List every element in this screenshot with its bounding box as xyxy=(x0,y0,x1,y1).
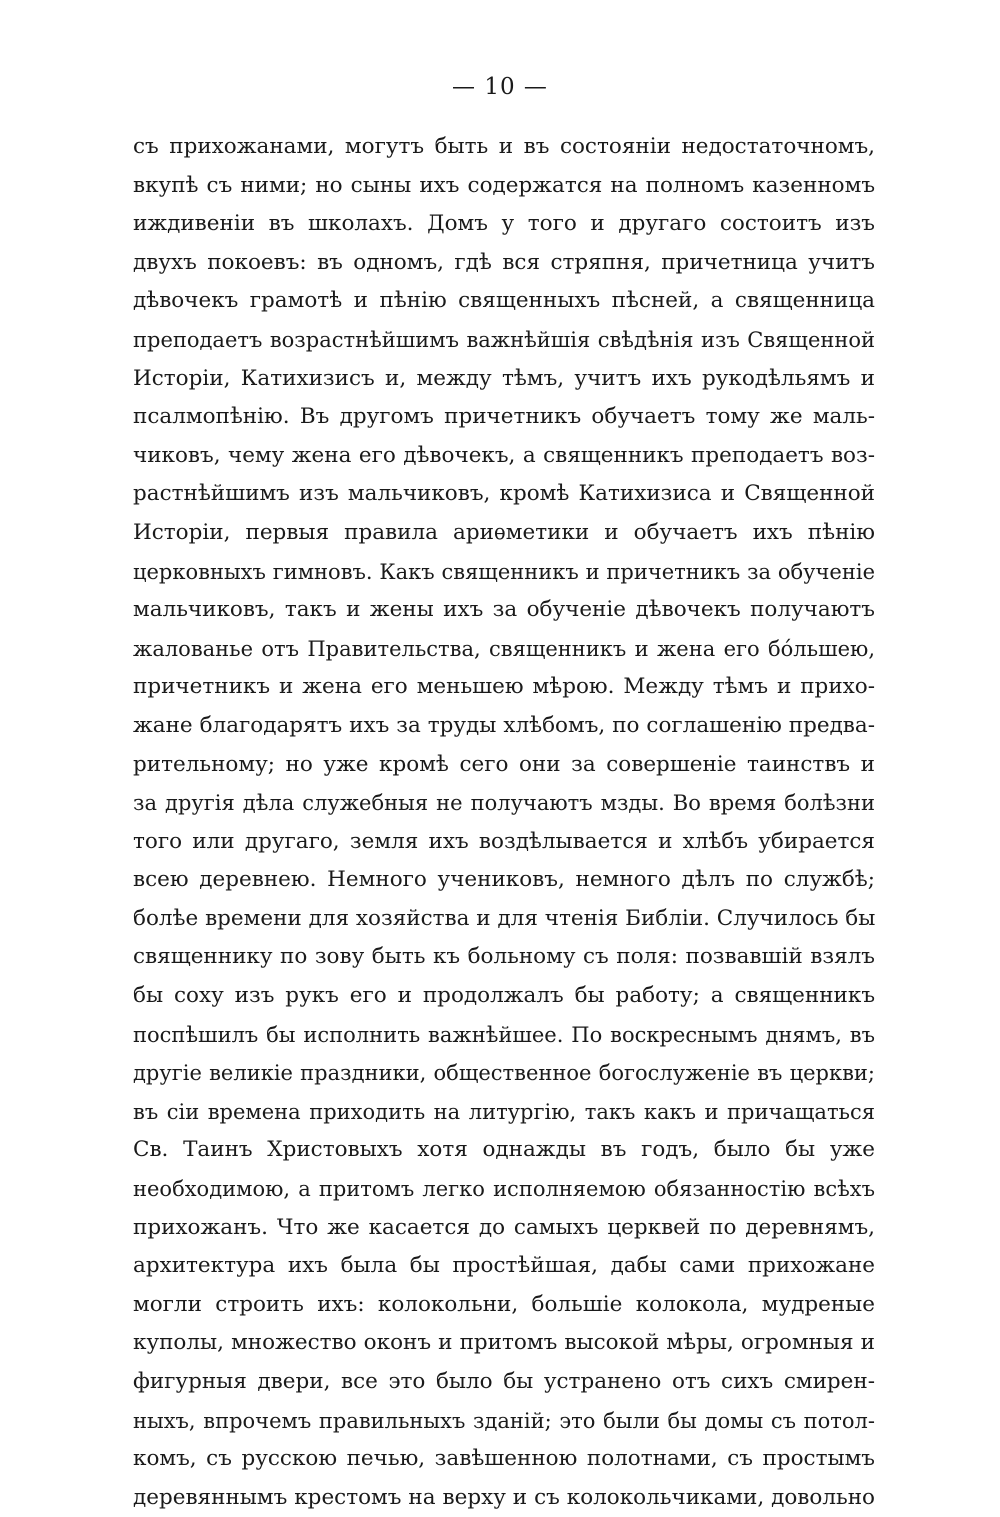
text-line: поспѣшилъ бы исполнить важнѣйшее. По воскреснымъ днямъ, въ xyxy=(133,1022,875,1047)
page-number: — 10 — xyxy=(452,74,548,100)
text-line: рительному; но уже кромѣ сего они за совершеніе таинствъ и xyxy=(133,751,875,777)
text-line: двухъ покоевъ: въ одномъ, гдѣ вся стряпня, причетница учитъ xyxy=(133,249,875,275)
text-line: другіе великіе праздники, общественное богослуженіе въ церкви; xyxy=(133,1061,875,1086)
text-line: жане благодарятъ ихъ за труды хлѣбомъ, по соглашенію предва- xyxy=(133,712,875,738)
body-text xyxy=(133,128,875,1517)
text-line: растнѣйшимъ изъ мальчиковъ, кромѣ Катихизиса и Священной xyxy=(133,481,875,507)
text-line: архитектура ихъ была бы простѣйшая, дабы сами прихожане xyxy=(133,1253,875,1279)
text-line: псалмопѣнію. Въ другомъ причетникъ обучаетъ тому же маль- xyxy=(133,404,875,430)
text-line: мальчиковъ, такъ и жены ихъ за обученіе дѣвочекъ получаютъ xyxy=(133,597,875,623)
text-line: въ сіи времена приходить на литургію, такъ какъ и причащаться xyxy=(133,1099,875,1124)
text-line: съ прихожанами, могутъ быть и въ состояніи недостаточномъ, xyxy=(133,134,875,159)
text-line: всею деревнею. Немного учениковъ, немного дѣлъ по службѣ; xyxy=(133,867,875,893)
text-line: фигурныя двери, все это было бы устранено отъ сихъ смирен- xyxy=(133,1369,875,1394)
text-line: прихожанъ. Что же касается до самыхъ церквей по деревнямъ, xyxy=(133,1214,875,1240)
text-line: того или другаго, земля ихъ воздѣлывается и хлѣбъ убирается xyxy=(133,828,875,854)
text-line: церковныхъ гимновъ. Какъ священникъ и причетникъ за обученіе xyxy=(133,559,875,584)
text-line: необходимою, а притомъ легко исполняемою обязанностію всѣхъ xyxy=(133,1177,875,1202)
text-line: за другія дѣла служебныя не получаютъ мзды. Во время болѣзни xyxy=(133,791,875,816)
text-line: болѣе времени для хозяйства и для чтенія Библіи. Случилось бы xyxy=(133,905,875,931)
text-line: иждивеніи въ школахъ. Домъ у того и другаго состоитъ изъ xyxy=(133,211,875,237)
text-line: Исторіи, первыя правила ариѳметики и обучаетъ ихъ пѣнію xyxy=(133,519,875,545)
text-line: причетникъ и жена его меньшею мѣрою. Между тѣмъ и прихо- xyxy=(133,674,875,700)
text-line: бы соху изъ рукъ его и продолжалъ бы работу; а священникъ xyxy=(133,983,875,1009)
text-line: комъ, съ русскою печью, завѣшенною полотнами, съ простымъ xyxy=(133,1446,875,1472)
text-line: деревяннымъ крестомъ на верху и съ колокольчиками, довольно xyxy=(133,1484,875,1510)
text-line: чиковъ, чему жена его дѣвочекъ, а священникъ преподаетъ воз- xyxy=(133,442,875,468)
text-line: дѣвочекъ грамотѣ и пѣнію священныхъ пѣсней, а священница xyxy=(133,288,875,314)
text-line: вкупѣ съ ними; но сыны ихъ содержатся на полномъ казенномъ xyxy=(133,172,875,198)
text-line: Исторіи, Катихизисъ и, между тѣмъ, учитъ ихъ рукодѣльямъ и xyxy=(133,365,875,391)
text-line: могли строить ихъ: колокольни, большіе колокола, мудреные xyxy=(133,1291,875,1317)
text-line: ныхъ, впрочемъ правильныхъ зданій; это были бы домы съ потол- xyxy=(133,1408,875,1433)
text-line: куполы, множество оконъ и притомъ высокой мѣры, огромныя и xyxy=(133,1330,875,1356)
text-line: жалованье отъ Правительства, священникъ и жена его бóльшею, xyxy=(133,636,875,661)
text-line: священнику по зову быть къ больному съ поля: позвавшій взялъ xyxy=(133,944,875,970)
text-line: Св. Таинъ Христовыхъ хотя однажды въ годъ, было бы уже xyxy=(133,1137,875,1163)
text-line: преподаетъ возрастнѣйшимъ важнѣйшія свѣдѣнія изъ Священной xyxy=(133,327,875,352)
